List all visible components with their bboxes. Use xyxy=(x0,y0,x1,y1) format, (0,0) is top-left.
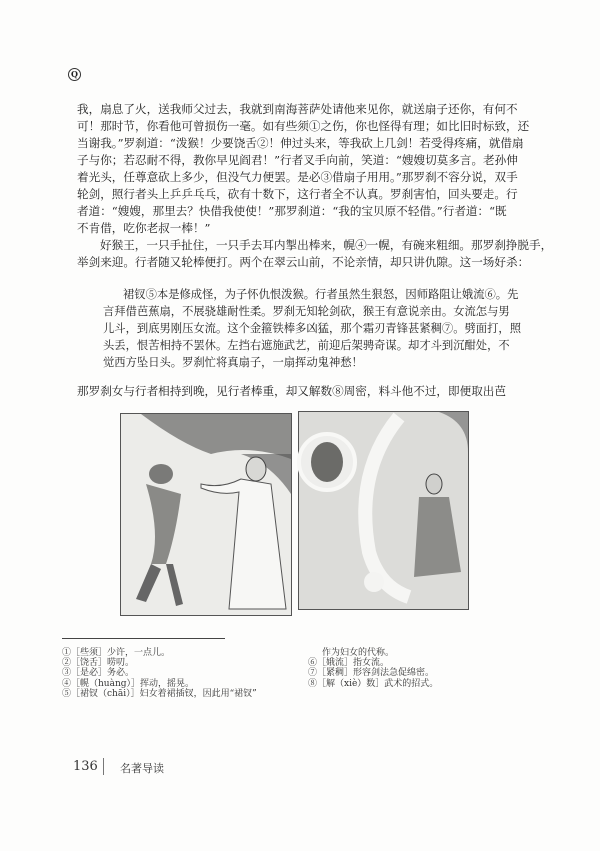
footnote: ④［幌（huàng）］挥动，摇晃。 xyxy=(62,678,195,689)
footnote: ⑥［娥流］指女流。 xyxy=(308,658,390,669)
text-line: 者道：“嫂嫂，那里去？快借我使使！”那罗刹道：“我的宝贝原不轻借。”行者道：“既 xyxy=(77,204,507,218)
text-line: 那罗刹女与行者相持到晚，见行者棒重，却又解数⑧周密，料斗他不过，即便取出芭 xyxy=(77,384,506,398)
illustration-right xyxy=(298,411,469,610)
footnotes-left xyxy=(62,648,257,699)
footer-divider xyxy=(103,758,104,775)
text-line: 我，扇息了火，送我师父过去，我就到南海菩萨处请他来见你，就送扇子还你，有何不 xyxy=(77,102,518,116)
footnote-continuation: 作为妇女的代称。 xyxy=(322,648,395,658)
footnote: ⑧［解（xiè）数］武术的招式。 xyxy=(308,678,439,689)
verse-line: 儿斗，到底男刚压女流。这个金箍铁棒多凶猛，那个霜刃青锋甚紧稠⑦。劈面打，照 xyxy=(103,322,521,335)
footnote: ③［是必］务必。 xyxy=(62,668,135,679)
verse-line: 裙钗⑤本是修成怪，为子怀仇恨泼猴。行者虽然生狠怒，因师路阻让娥流⑥。先 xyxy=(123,288,519,301)
paragraph-1 xyxy=(77,101,553,271)
text-line: 子与你；若忍耐不得，教你早见阎君！”行者叉手向前，笑道：“嫂嫂切莫多言。老孙伸 xyxy=(77,153,518,167)
verse-line: 觉西方坠日头。罗刹忙将真扇子，一扇挥动鬼神愁！ xyxy=(103,356,363,369)
footnote: ⑤［裙钗（chāi）］妇女着裙插钗，因此用“裙钗” xyxy=(62,688,257,699)
verse-line: 言拜借芭蕉扇，不展骁雄耐性柔。罗刹无知轮剑砍，猴王有意说亲由。女流怎与男 xyxy=(103,305,510,318)
illustration-left xyxy=(120,413,292,616)
footnote: ②［饶舌］唠叨。 xyxy=(62,658,135,669)
publisher-logo-icon: Q xyxy=(68,68,81,81)
footnote-divider xyxy=(62,638,225,639)
text-line: 好猴王，一只手扯住，一只手去耳内掣出棒来，幌④一幌，有碗来粗细。那罗刹挣脱手， xyxy=(100,238,553,252)
book-title: 名著导读 xyxy=(120,762,164,775)
text-line: 举剑来迎。行者随又轮棒便打。两个在翠云山前，不论亲情，却只讲仇隙。这一场好杀： xyxy=(77,255,530,269)
verse-block xyxy=(103,286,521,371)
text-line: 着光头，任尊意砍上多少，但没气力便罢。是必③借扇子用用。”那罗刹不容分说，双手 xyxy=(77,170,518,184)
footnotes-right xyxy=(308,648,438,689)
verse-line: 头丢，恨苦相持不罢休。左挡右遮施武艺，前迎后架骋奇谋。却才斗到沉酣处，不 xyxy=(103,339,510,352)
text-line: 可！那时节，你看他可曾损伤一毫。如有些须①之伤，你也怪得有理；如比旧时标致，还 xyxy=(77,119,530,133)
footnote: ①［些须］少许，一点儿。 xyxy=(62,648,171,658)
text-line: 轮剑，照行者头上乒乒乓乓，砍有十数下，这行者全不认真。罗刹害怕，回头要走。行 xyxy=(77,187,518,201)
footnote: ⑦［紧稠］形容剑法急促绵密。 xyxy=(308,668,435,679)
text-line: 不肯借，吃你老叔一棒！” xyxy=(77,221,211,235)
paragraph-3 xyxy=(77,383,506,400)
page-number: 136 xyxy=(73,759,98,774)
text-line: 当谢我。”罗刹道：“泼猴！少要饶舌②！伸过头来，等我砍上几剑！若受得疼痛，就借扇 xyxy=(77,136,524,150)
